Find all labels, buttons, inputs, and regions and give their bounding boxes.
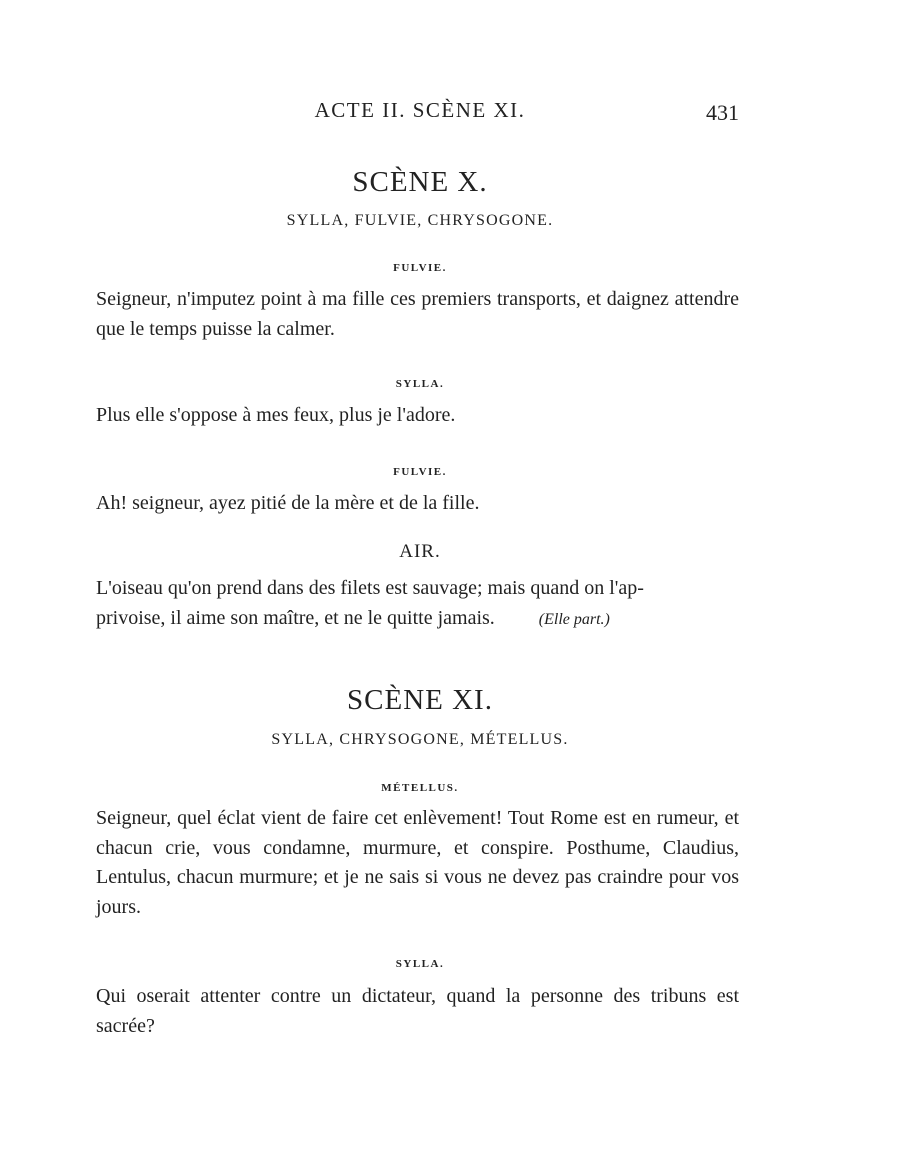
air-text-line-1: L'oiseau qu'on prend dans des filets est sauvage; mais quand on l'ap- bbox=[96, 577, 644, 599]
speech-text: Seigneur, n'imputez point à ma fille ces premiers transports, et daignez attendre que le temps puisse la calmer. bbox=[96, 288, 739, 340]
stage-direction: (Elle part.) bbox=[538, 610, 610, 628]
air-heading: AIR. bbox=[399, 541, 441, 562]
speaker-label: FULVIE. bbox=[393, 262, 447, 274]
scene-x-cast: SYLLA, FULVIE, CHRYSOGONE. bbox=[286, 212, 554, 229]
speaker-label: SYLLA. bbox=[395, 378, 445, 390]
speech-text: Seigneur, quel éclat vient de faire cet enlèvement! Tout Rome est en rumeur, et chacun crie, vous condamne, murmure, et conspire. Posthume, Claudius, Lentulus, chacun murmure; et je ne sais si vous ne devez pas craindre pour vos jours. bbox=[96, 807, 739, 918]
scene-x-title: SCÈNE X. bbox=[352, 166, 488, 198]
speaker-label: FULVIE. bbox=[393, 466, 447, 478]
speaker-label: MÉTELLUS. bbox=[381, 782, 459, 794]
air-text bbox=[96, 574, 739, 634]
page-number: 431 bbox=[706, 100, 739, 125]
scene-xi-title: SCÈNE XI. bbox=[347, 684, 493, 716]
scene-xi-cast: SYLLA, CHRYSOGONE, MÉTELLUS. bbox=[271, 731, 569, 748]
speech-text: Ah! seigneur, ayez pitié de la mère et de la fille. bbox=[96, 492, 480, 514]
speech-text: Qui oserait attenter contre un dictateur, quand la personne des tribuns est sacrée? bbox=[96, 985, 739, 1037]
running-head: ACTE II. SCÈNE XI. bbox=[314, 98, 526, 122]
air-text-line-2: privoise, il aime son maître, et ne le quitte jamais. bbox=[96, 606, 495, 629]
speech-text: Plus elle s'oppose à mes feux, plus je l'adore. bbox=[96, 404, 456, 426]
speaker-label: SYLLA. bbox=[395, 958, 445, 970]
